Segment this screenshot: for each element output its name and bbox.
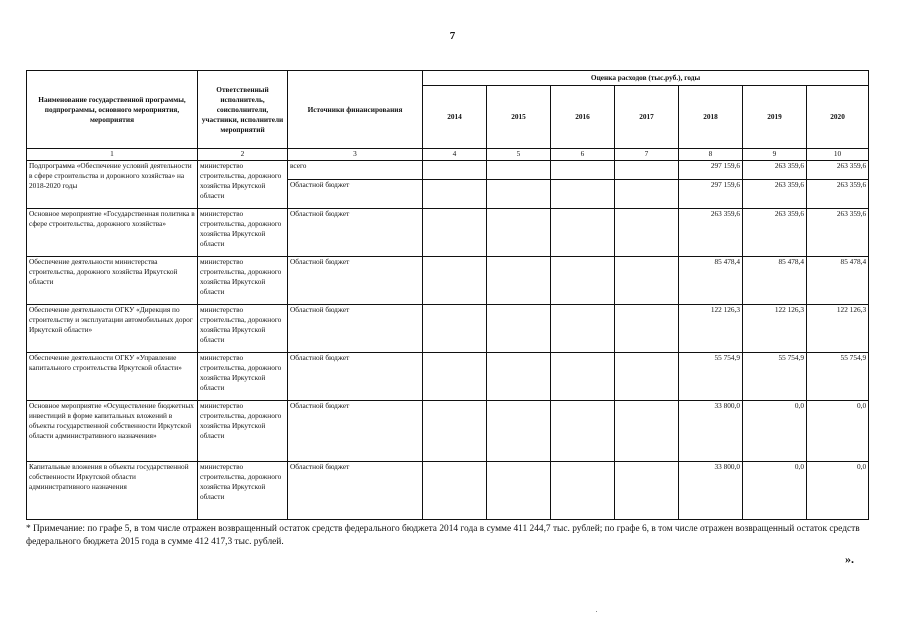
table-row xyxy=(27,462,869,520)
row-value: 263 359,6 xyxy=(807,180,869,209)
row-value xyxy=(615,353,679,401)
footnote: * Примечание: по графе 5, в том числе отражен возвращенный остаток средств федерального бюджета 2014 года в сумме 411 244,7 тыс. рублей; по графе 6, в том числе отражен возвращенный остаток средств федерального бюджета 2015 года в сумме 412 417,3 тыс. рублей. xyxy=(26,524,860,547)
header-year: 2020 xyxy=(807,86,869,149)
row-value xyxy=(551,353,615,401)
row-value xyxy=(487,305,551,353)
column-number: 7 xyxy=(615,149,679,161)
row-source: Областной бюджет xyxy=(288,353,423,401)
column-number: 2 xyxy=(198,149,288,161)
row-value: 263 359,6 xyxy=(807,209,869,257)
row-value xyxy=(487,462,551,520)
row-name: Обеспечение деятельности ОГКУ «Управление капитального строительства Иркутской области» xyxy=(27,353,198,401)
table-row xyxy=(27,161,869,180)
row-value xyxy=(551,257,615,305)
row-executor: министерство строительства, дорожного хозяйства Иркутской области xyxy=(198,257,288,305)
row-value xyxy=(487,353,551,401)
row-value xyxy=(423,257,487,305)
row-value: 297 159,6 xyxy=(679,161,743,180)
row-source: Областной бюджет xyxy=(288,305,423,353)
header-year: 2016 xyxy=(551,86,615,149)
row-executor: министерство строительства, дорожного хозяйства Иркутской области xyxy=(198,305,288,353)
row-value xyxy=(615,180,679,209)
row-value xyxy=(423,401,487,462)
column-number: 6 xyxy=(551,149,615,161)
row-executor: министерство строительства, дорожного хозяйства Иркутской области xyxy=(198,401,288,462)
row-value xyxy=(551,462,615,520)
column-number: 9 xyxy=(743,149,807,161)
row-value xyxy=(487,257,551,305)
row-value: 122 126,3 xyxy=(679,305,743,353)
row-name: Подпрограмма «Обеспечение условий деятельности в сфере строительства и дорожного хозяйства» на 2018-2020 годы xyxy=(27,161,198,209)
row-value xyxy=(551,209,615,257)
row-value xyxy=(551,305,615,353)
row-value: 263 359,6 xyxy=(807,161,869,180)
table-row xyxy=(27,257,869,305)
row-value xyxy=(615,305,679,353)
header-executor: Ответственный исполнитель, соисполнители, участники, исполнители мероприятий xyxy=(198,71,288,149)
row-value: 55 754,9 xyxy=(679,353,743,401)
header-year: 2017 xyxy=(615,86,679,149)
row-value xyxy=(551,401,615,462)
row-name: Основное мероприятие «Осуществление бюджетных инвестиций в форме капитальных вложений в объекты государственной собственности Иркутской области административного назначения» xyxy=(27,401,198,462)
row-name: Обеспечение деятельности ОГКУ «Дирекция по строительству и эксплуатации автомобильных дорог Иркутской области» xyxy=(27,305,198,353)
row-value xyxy=(423,305,487,353)
row-value xyxy=(487,161,551,180)
row-source: Областной бюджет xyxy=(288,209,423,257)
table-row xyxy=(27,353,869,401)
row-value: 0,0 xyxy=(743,401,807,462)
row-value xyxy=(423,462,487,520)
row-source: всего xyxy=(288,161,423,180)
row-name: Капитальные вложения в объекты государственной собственности Иркутской области административного назначения xyxy=(27,462,198,520)
header-year: 2015 xyxy=(487,86,551,149)
header-year: 2019 xyxy=(743,86,807,149)
row-value: 0,0 xyxy=(807,462,869,520)
row-value: 55 754,9 xyxy=(807,353,869,401)
header-estimate: Оценка расходов (тыс.руб.), годы xyxy=(423,71,869,86)
expenditure-table xyxy=(26,70,869,520)
row-executor: министерство строительства, дорожного хозяйства Иркутской области xyxy=(198,161,288,209)
row-value: 85 478,4 xyxy=(679,257,743,305)
row-value xyxy=(551,161,615,180)
column-number: 5 xyxy=(487,149,551,161)
column-number: 3 xyxy=(288,149,423,161)
row-value: 263 359,6 xyxy=(679,209,743,257)
row-name: Основное мероприятие «Государственная политика в сфере строительства, дорожного хозяйства» xyxy=(27,209,198,257)
row-source: Областной бюджет xyxy=(288,462,423,520)
scan-speck xyxy=(596,611,597,612)
row-value: 0,0 xyxy=(807,401,869,462)
row-value xyxy=(615,401,679,462)
row-value xyxy=(423,209,487,257)
page-number: 7 xyxy=(449,30,456,42)
row-value xyxy=(615,161,679,180)
row-value: 263 359,6 xyxy=(743,180,807,209)
column-number: 8 xyxy=(679,149,743,161)
row-value: 297 159,6 xyxy=(679,180,743,209)
header-year: 2018 xyxy=(679,86,743,149)
row-value xyxy=(615,462,679,520)
row-name: Обеспечение деятельности министерства строительства, дорожного хозяйства Иркутской области xyxy=(27,257,198,305)
header-year: 2014 xyxy=(423,86,487,149)
row-executor: министерство строительства, дорожного хозяйства Иркутской области xyxy=(198,462,288,520)
row-value: 85 478,4 xyxy=(807,257,869,305)
row-value: 263 359,6 xyxy=(743,209,807,257)
row-value: 122 126,3 xyxy=(743,305,807,353)
header-name: Наименование государственной программы, подпрограммы, основного мероприятия, мероприятия xyxy=(27,71,198,149)
row-value: 33 800,0 xyxy=(679,401,743,462)
row-value: 0,0 xyxy=(743,462,807,520)
column-number: 4 xyxy=(423,149,487,161)
row-value xyxy=(615,209,679,257)
row-value xyxy=(423,353,487,401)
row-value xyxy=(487,180,551,209)
row-value: 33 800,0 xyxy=(679,462,743,520)
column-number: 10 xyxy=(807,149,869,161)
row-source: Областной бюджет xyxy=(288,257,423,305)
row-executor: министерство строительства, дорожного хозяйства Иркутской области xyxy=(198,353,288,401)
row-source: Областной бюджет xyxy=(288,401,423,462)
row-value xyxy=(423,161,487,180)
row-value: 55 754,9 xyxy=(743,353,807,401)
row-value xyxy=(615,257,679,305)
column-number: 1 xyxy=(27,149,198,161)
table-row xyxy=(27,305,869,353)
row-source: Областной бюджет xyxy=(288,180,423,209)
header-source: Источники финансирования xyxy=(288,71,423,149)
row-value xyxy=(551,180,615,209)
row-value: 122 126,3 xyxy=(807,305,869,353)
row-value xyxy=(487,209,551,257)
column-numbers-row xyxy=(27,149,869,161)
row-value: 85 478,4 xyxy=(743,257,807,305)
table-row xyxy=(27,401,869,462)
row-value: 263 359,6 xyxy=(743,161,807,180)
table-row xyxy=(27,209,869,257)
row-executor: министерство строительства, дорожного хозяйства Иркутской области xyxy=(198,209,288,257)
closing-quote: ». xyxy=(845,552,854,566)
row-value xyxy=(423,180,487,209)
row-value xyxy=(487,401,551,462)
